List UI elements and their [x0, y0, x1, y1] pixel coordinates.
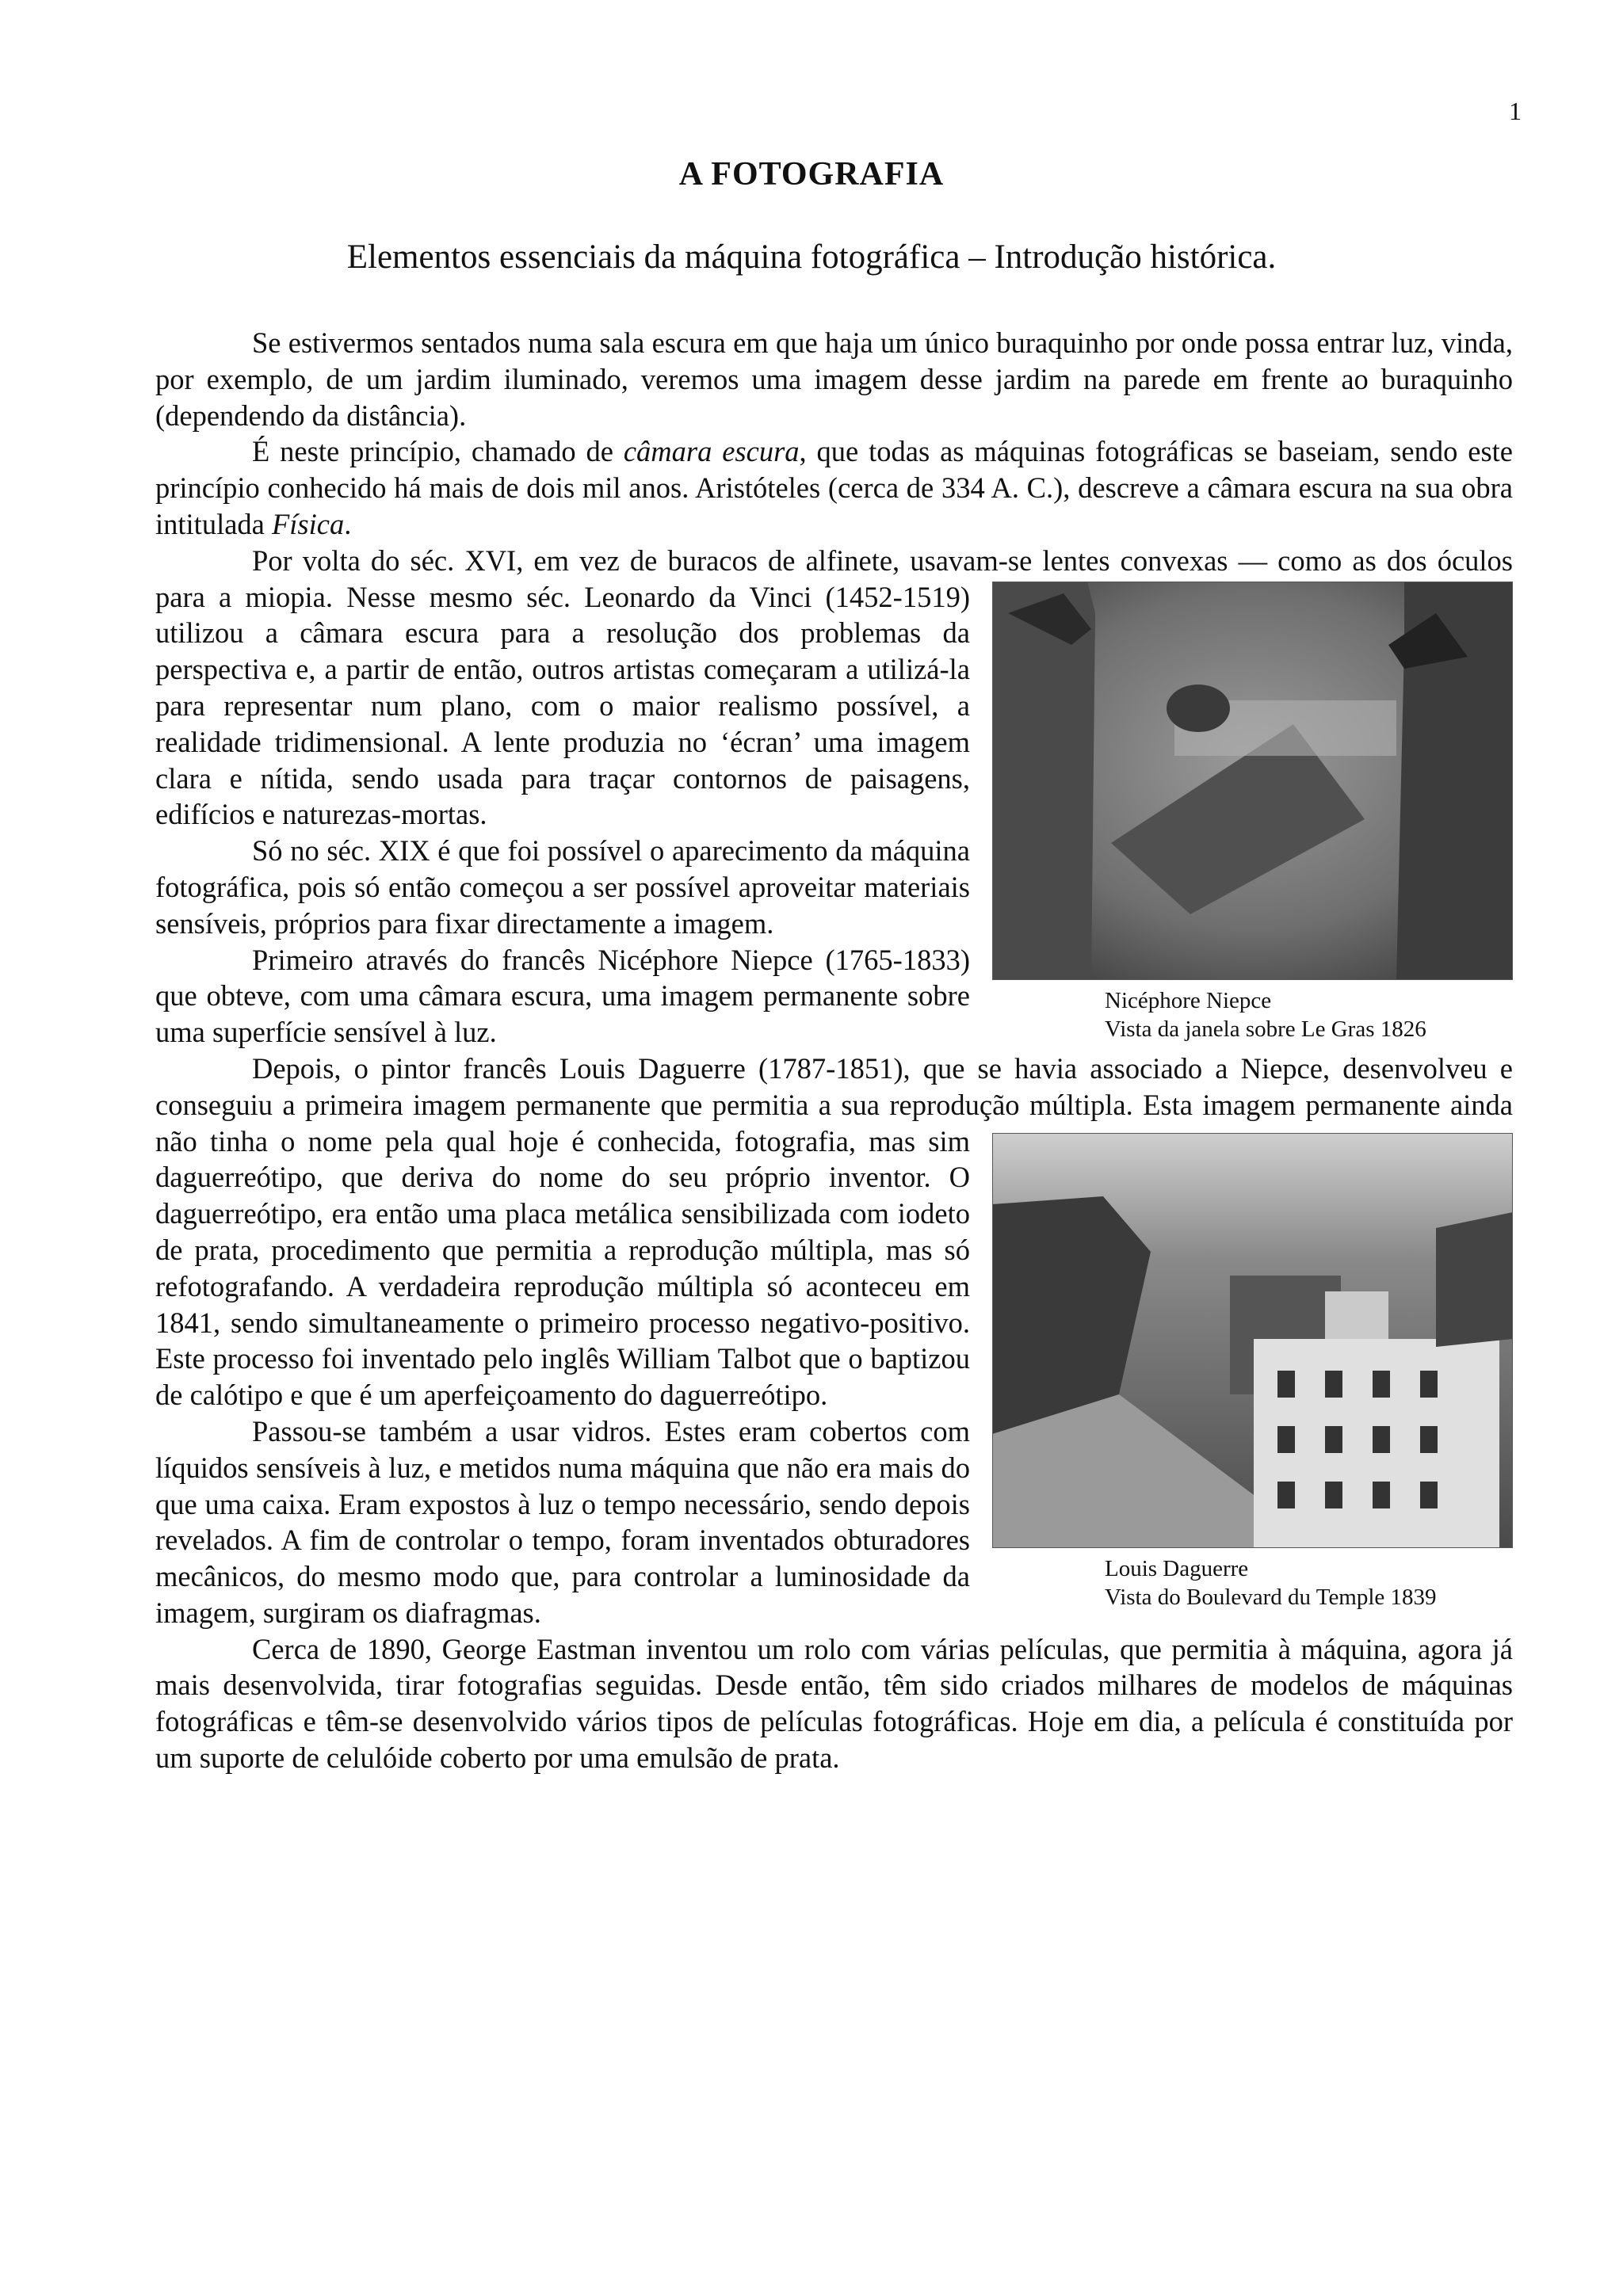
caption-line-title: Vista do Boulevard du Temple 1839: [1105, 1584, 1437, 1610]
paragraph-4: Só no séc. XIX é que foi possível o aparecimento da máquina fotográfica, pois só então começou a ser possível aproveitar materiais sensíveis, próprios para fixar directamente a imagem.: [155, 834, 970, 940]
paragraph-2: É neste princípio, chamado de câmara escura, que todas as máquinas fotográficas se baseiam, sendo este princípio conhecido há mais de dois mil anos. Aristóteles (cerca de 334 A. C.), descreve a câmara escura na sua obra intitulada Física.: [155, 435, 1514, 540]
page-title: A FOTOGRAFIA: [678, 156, 945, 193]
paragraph-7: Passou-se também a usar vidros. Estes eram cobertos com líquidos sensíveis à luz, e metidos numa máquina que não era mais do que uma caixa. Eram expostos à luz o tempo necessário, sendo depois revelados. A fim de controlar o tempo, foram inventados obturadores mecânicos, do mesmo modo que, para controlar a luminosidade da imagem, surgiram os diafragmas.: [155, 1414, 970, 1629]
paragraph-3: Por volta do séc. XVI, em vez de buracos de alfinete, usavam-se lentes convexas — como as dos óculos para a miopia. Nesse mesmo séc. Leonardo da Vinci Nicéphore Niepce Vista da janela sobre Le Gras 1826 (1452-1519) utilizou a câmara escura para a resolução dos problemas da perspectiva e, a partir de então, outros artistas começaram a utilizá-la para representar num plano, com o maior realismo possível, a realidade tridimensional. A lente produzia no ‘écran’ uma imagem clara e nítida, sendo usada para traçar contornos de paisagens, edifícios e naturezas-mortas.: [155, 543, 1513, 833]
term-camara-escura: câmara escura: [623, 435, 800, 468]
term-fisica: Física: [271, 507, 345, 540]
page-subtitle: Elementos essenciais da máquina fotográfica – Introdução histórica.: [346, 238, 1277, 276]
figure-caption-niepce: [992, 980, 1513, 1043]
paragraph-6: Depois, o pintor francês Louis Daguerre (1787-1851), que se havia associado a Niepce, desenvolveu e conseguiu a primeira imagem permanente que permitia a sua reprodução múltipla. Esta imagem permanente ainda não Louis Daguerre Vista do Boulevard du Temple 1839 tinha o nome pela qual hoje é conhecida, fotografia, mas sim daguerreótipo, que deriva do nome do seu próprio inventor. O daguerreótipo, era então uma placa metálica sensibilizada com iodeto de prata, procedimento que permitia a reprodução múltipla, mas só refotografando. A verdadeira reprodução múltipla só aconteceu em 1841, sendo simultaneamente o primeiro processo negativo-positivo. Este processo foi inventado pelo inglês William Talbot que o baptizou de calótipo e que é um aperfeiçoamento do daguerreótipo.: [155, 1051, 1513, 1413]
figure-niepce: [992, 582, 1513, 1045]
caption-line-author: Louis Daguerre: [1105, 1555, 1249, 1581]
caption-line-author: Nicéphore Niepce: [1105, 987, 1272, 1013]
body-text: [155, 325, 1513, 1776]
caption-line-title: Vista da janela sobre Le Gras 1826: [1105, 1016, 1426, 1042]
paragraph-1: Se estivermos sentados numa sala escura em que haja um único buraquinho por onde possa entrar luz, vinda, por exemplo, de um jardim iluminado, veremos uma imagem desse jardim na parede em frente ao buraquinho (dependendo da distância).: [155, 326, 1513, 432]
figure-caption-daguerre: [992, 1548, 1513, 1611]
paragraph-5: Primeiro através do francês Nicéphore Niepce (1765-1833) que obteve, com uma câmara escura, uma imagem permanente sobre uma superfície sensível à luz.: [155, 943, 970, 1049]
page-number: 1: [1509, 97, 1522, 125]
daguerre-photo: [992, 1133, 1513, 1548]
figure-daguerre: [992, 1133, 1513, 1613]
paragraph-8: Cerca de 1890, George Eastman inventou um rolo com várias películas, que permitia à máquina, agora já mais desenvolvida, tirar fotografias seguidas. Desde então, têm sido criados milhares de modelos de máquinas fotográficas e têm-se desenvolvido vários tipos de películas fotográficas. Hoje em dia, a película é constituída por um suporte de celulóide coberto por uma emulsão de prata.: [155, 1632, 1513, 1775]
niepce-photo: [992, 582, 1513, 980]
